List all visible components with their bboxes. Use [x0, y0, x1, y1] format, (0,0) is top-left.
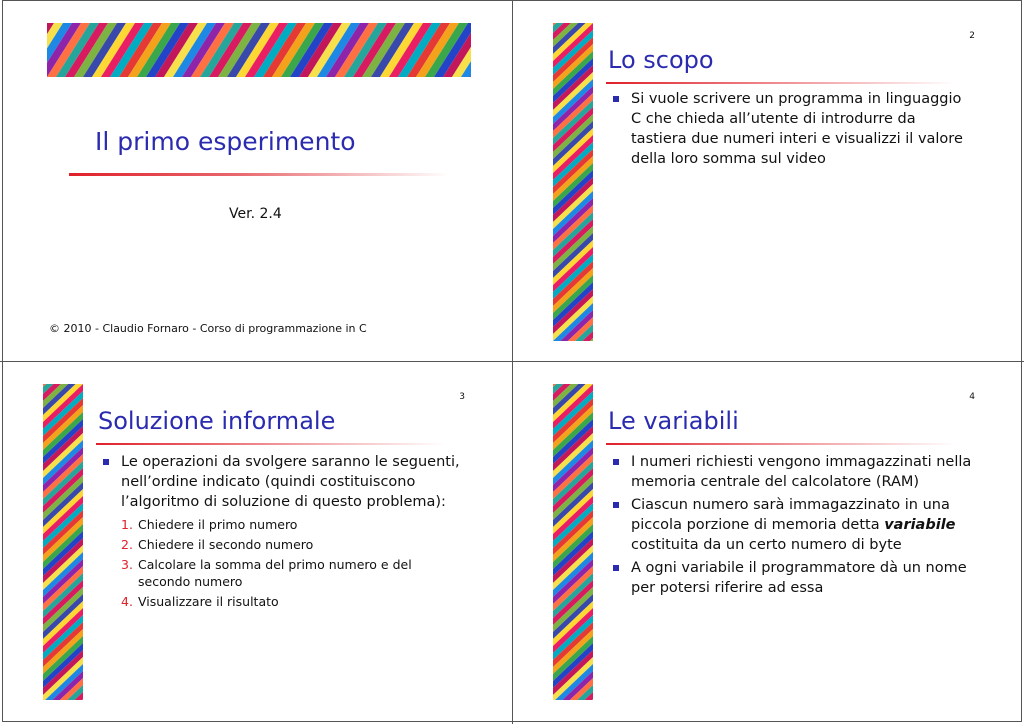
title-underline: [96, 443, 446, 445]
stripe-banner-vertical: [553, 23, 593, 341]
slide-number: 2: [969, 31, 975, 41]
stripe-banner-vertical: [43, 384, 83, 700]
step-item: 4. Visualizzare il risultato: [121, 594, 279, 609]
copyright-note: © 2010 - Claudio Fornaro - Corso di programmazione in C: [49, 322, 367, 335]
bullet-item: I numeri richiesti vengono immagazzinati nella memoria centrale del calcolatore (RAM): [613, 452, 973, 492]
slide-body: [613, 89, 973, 172]
presentation-title: Il primo esperimento: [95, 127, 356, 156]
slide-title: Le variabili: [608, 407, 739, 435]
bullet-item: A ogni variabile il programmatore dà un nome per potersi riferire ad essa: [613, 558, 973, 598]
steps-list: [121, 516, 463, 610]
stripe-banner-horizontal: [47, 23, 471, 77]
square-bullet-icon: [613, 502, 619, 508]
slide-2: [513, 1, 1023, 361]
slide-1-title: [3, 1, 513, 361]
square-bullet-icon: [613, 459, 619, 465]
stripe-banner-vertical: [553, 384, 593, 700]
title-underline: [606, 82, 956, 84]
title-underline: [606, 443, 956, 445]
title-underline: [69, 173, 449, 176]
slide-body: [613, 452, 973, 601]
square-bullet-icon: [613, 96, 619, 102]
slide-4: [513, 362, 1023, 722]
square-bullet-icon: [103, 459, 109, 465]
emphasis-term: variabile: [884, 517, 956, 533]
square-bullet-icon: [613, 565, 619, 571]
slide-title: Soluzione informale: [98, 407, 336, 435]
step-item: 1. Chiedere il primo numero: [121, 517, 298, 532]
step-item: 2. Chiedere il secondo numero: [121, 537, 314, 552]
bullet-item: Ciascun numero sarà immagazzinato in una piccola porzione di memoria detta variabile costituita da un certo numero di byte: [613, 495, 973, 555]
bullet-item: Si vuole scrivere un programma in linguaggio C che chieda all’utente di introdurre da tastiera due numeri interi e visualizzi il valore della loro somma sul video: [613, 89, 973, 169]
slide-number: 3: [459, 392, 465, 402]
slide-3: [3, 362, 513, 722]
slide-title: Lo scopo: [608, 46, 714, 74]
slide-body: [103, 452, 463, 613]
slide-number: 4: [969, 392, 975, 402]
version-label: Ver. 2.4: [229, 206, 282, 222]
step-item: 3. Calcolare la somma del primo numero e del secondo numero: [121, 557, 412, 589]
bullet-item: Le operazioni da svolgere saranno le seguenti, nell’ordine indicato (quindi costituiscono l’algoritmo di soluzione di questo problema): 1. Chiedere il primo numero 2. Chiedere il secondo numero 3. Calcolare la somma del primo numero e del secondo numero 4. Visualizzare il risultato: [103, 452, 463, 610]
